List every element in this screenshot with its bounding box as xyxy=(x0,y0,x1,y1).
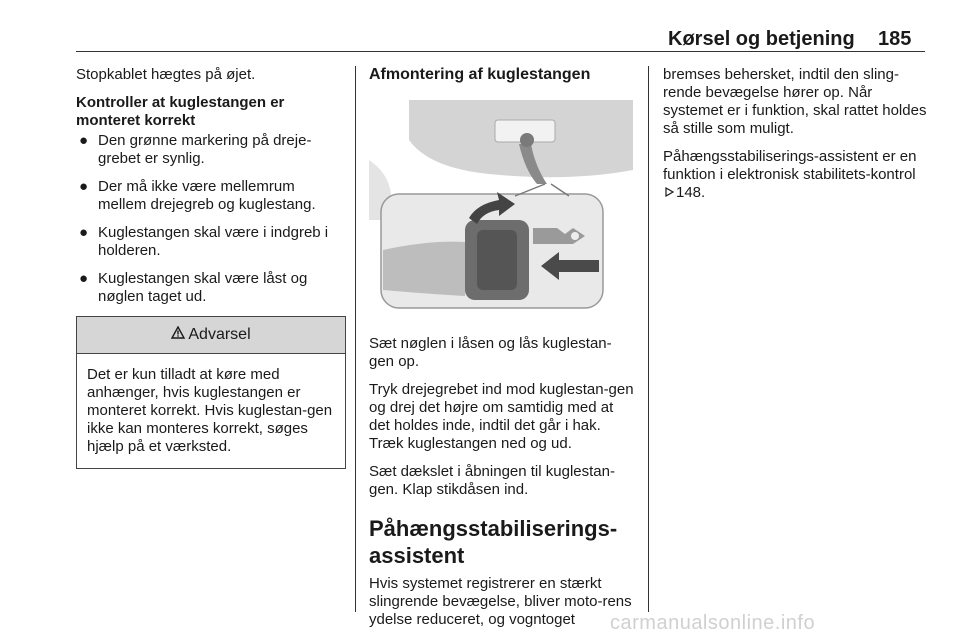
stabilizer-section-title: Påhængsstabiliserings-assistent xyxy=(369,516,618,568)
towbar-illustration xyxy=(369,100,633,316)
intro-text: Stopkablet hægtes på øjet. xyxy=(76,66,256,83)
list-item: ● Kuglestangen skal være i indgreb i holderen. xyxy=(79,224,329,259)
step-paragraph: Sæt dækslet i åbningen til kuglestan-gen. Klap stikdåsen ind. xyxy=(369,463,615,498)
list-item: ● Kuglestangen skal være låst og nøglen taget ud. xyxy=(79,270,308,305)
column-1 xyxy=(76,66,346,469)
column-divider-2 xyxy=(648,66,649,612)
warning-box xyxy=(76,316,346,469)
header-rule xyxy=(76,51,925,52)
page-number: 185 xyxy=(878,28,912,50)
page-reference-link[interactable]: 148. xyxy=(676,184,706,201)
list-item: ● Den grønne markering på dreje-grebet er synlig. xyxy=(79,132,312,167)
removal-heading: Afmontering af kuglestangen xyxy=(369,66,591,83)
esc-reference-paragraph: Påhængsstabiliserings-assistent er en funktion i elektronisk stabilitets-kontrol 148. xyxy=(663,148,917,201)
continued-paragraph: bremses behersket, indtil den sling-rende bevægelse hører op. Når systemet er i funktion, skal rattet holdes så stille som muligt. xyxy=(663,66,927,137)
stabilizer-text: Hvis systemet registrerer en stærkt slingrende bevægelse, bliver moto-rens ydelse reduceret, og vogntoget xyxy=(369,575,632,628)
bullet-icon: ● xyxy=(79,132,89,149)
bullet-icon: ● xyxy=(79,224,89,241)
watermark: carmanualsonline.info xyxy=(610,612,816,634)
warning-text: Det er kun tilladt at køre med anhænger, hvis kuglestangen er monteret korrekt. Hvis kuglestan-gen ikke kan monteres korrekt, søges hjælp på et værksted. xyxy=(87,366,333,455)
column-divider-1 xyxy=(355,66,356,612)
warning-triangle-icon xyxy=(171,326,185,344)
column-2 xyxy=(369,66,635,639)
list-item: ● Der må ikke være mellemrum mellem drejegreb og kuglestang. xyxy=(79,178,316,213)
page-reference-icon xyxy=(665,184,674,202)
bullet-icon: ● xyxy=(79,270,89,287)
warning-header xyxy=(77,317,345,354)
step-paragraph: Tryk drejegrebet ind mod kuglestan-gen og drej det højre om samtidig med at det holdes inde, indtil det går i hak. Træk kuglestangen ned og ud. xyxy=(369,381,634,452)
column-3 xyxy=(663,66,928,212)
warning-title: Advarsel xyxy=(188,326,251,343)
step-paragraph: Sæt nøglen i låsen og lås kuglestan-gen op. xyxy=(369,335,612,370)
bullet-icon: ● xyxy=(79,178,89,195)
running-header-title: Kørsel og betjening xyxy=(668,28,855,50)
check-heading: Kontroller at kuglestangen er monteret korrekt xyxy=(76,94,285,129)
check-list xyxy=(76,132,346,306)
